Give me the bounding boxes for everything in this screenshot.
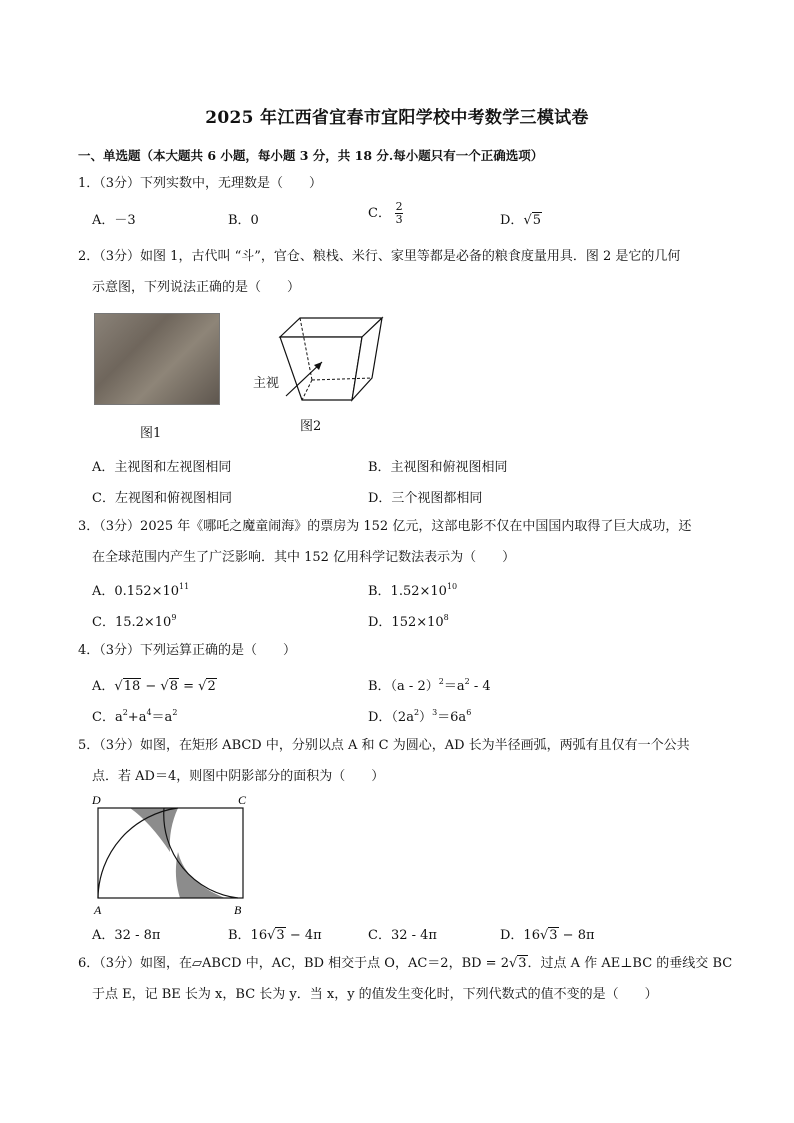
rectangle-figure	[90, 792, 260, 918]
question-2	[78, 241, 718, 303]
question-4	[78, 635, 718, 666]
view-label: 主视	[253, 376, 280, 391]
option-c: C．32 - 4π	[368, 928, 437, 943]
question-5-line-2: 点．若 AD＝4，则图中阴影部分的面积为（ ）	[92, 769, 385, 784]
question-3-line-2: 在全球范围内产生了广泛影响．其中 152 亿用科学记数法表示为（ ）	[92, 550, 516, 565]
option-d: D．√5	[500, 213, 542, 228]
question-5	[78, 730, 718, 792]
option-d: D．三个视图都相同	[368, 491, 483, 506]
section-heading: 一、单选题（本大题共 6 小题，每小题 3 分，共 18 分.每小题只有一个正确选项）	[78, 148, 544, 163]
question-3	[78, 511, 718, 573]
page-title: 2025 年江西省宜春市宜阳学校中考数学三模试卷	[205, 108, 589, 128]
question-3-line-1: 3．（3分）2025 年《哪吒之魔童闹海》的票房为 152 亿元，这部电影不仅在中国国内取得了巨大成功，还	[78, 519, 692, 534]
label-c: C	[238, 793, 247, 807]
dou-photo	[94, 313, 220, 405]
fig2-caption: 图2	[300, 419, 322, 434]
option-d: D．$(2a^2)^3=6a^6$	[368, 708, 472, 725]
option-b: B．主视图和俯视图相同	[368, 460, 508, 475]
option-a: A．－3	[92, 213, 136, 228]
question-1	[78, 168, 718, 199]
option-b: B．0	[228, 213, 259, 228]
option-b: B．$1.52\times 10^{10}$	[368, 582, 458, 599]
question-2-line-2: 示意图，下列说法正确的是（ ）	[92, 280, 301, 295]
option-a: A．$0.152\times 10^{11}$	[92, 582, 190, 599]
fig1-caption: 图1	[140, 426, 162, 441]
question-2-line-1: 2．（3分）如图 1，古代叫 “斗”，官仓、粮栈、米行、家里等都是必备的粮食度量用具．图 2 是它的几何	[78, 249, 681, 264]
question-1-stem: 1．（3分）下列实数中，无理数是（ ）	[78, 176, 323, 191]
question-6-line-1: 6．（3分）如图，在▱ABCD 中，AC，BD 相交于点 O，AC＝2，BD = 2√3．过点 A 作 AE⊥BC 的垂线交 BC	[78, 956, 733, 971]
option-c: C．$a^2+a^4=a^2$	[92, 708, 178, 725]
label-d: D	[92, 793, 101, 807]
fraction: $\frac{2}{3}$	[395, 200, 403, 226]
label-a: A	[94, 903, 102, 917]
question-6	[78, 948, 733, 1010]
option-c: C． $\frac{2}{3}$	[368, 200, 403, 226]
question-5-line-1: 5．（3分）如图，在矩形 ABCD 中，分别以点 A 和 C 为圆心，AD 长为半径画弧，两弧有且仅有一个公共	[78, 738, 690, 753]
label-b: B	[234, 903, 242, 917]
option-d: D．$152\times 10^8$	[368, 613, 449, 630]
option-a: A．32 - 8π	[92, 928, 161, 943]
option-a: A．主视图和左视图相同	[92, 460, 232, 475]
option-c: C．$15.2\times 10^9$	[92, 613, 177, 630]
dou-diagram	[250, 312, 390, 408]
option-d: D．16√3 − 8π	[500, 928, 595, 943]
option-b: B．16√3 − 4π	[228, 928, 322, 943]
sqrt: √5	[523, 213, 542, 228]
option-a: A．√18 − √8 = √2	[92, 679, 216, 694]
question-4-stem: 4．（3分）下列运算正确的是（ ）	[78, 643, 297, 658]
option-b: B．$(a - 2)^2=a^2 - 4$	[368, 677, 491, 694]
question-6-line-2: 于点 E，记 BE 长为 x，BC 长为 y．当 x，y 的值发生变化时，下列代数式的值不变的是（ ）	[92, 987, 658, 1002]
option-c: C．左视图和俯视图相同	[92, 491, 232, 506]
